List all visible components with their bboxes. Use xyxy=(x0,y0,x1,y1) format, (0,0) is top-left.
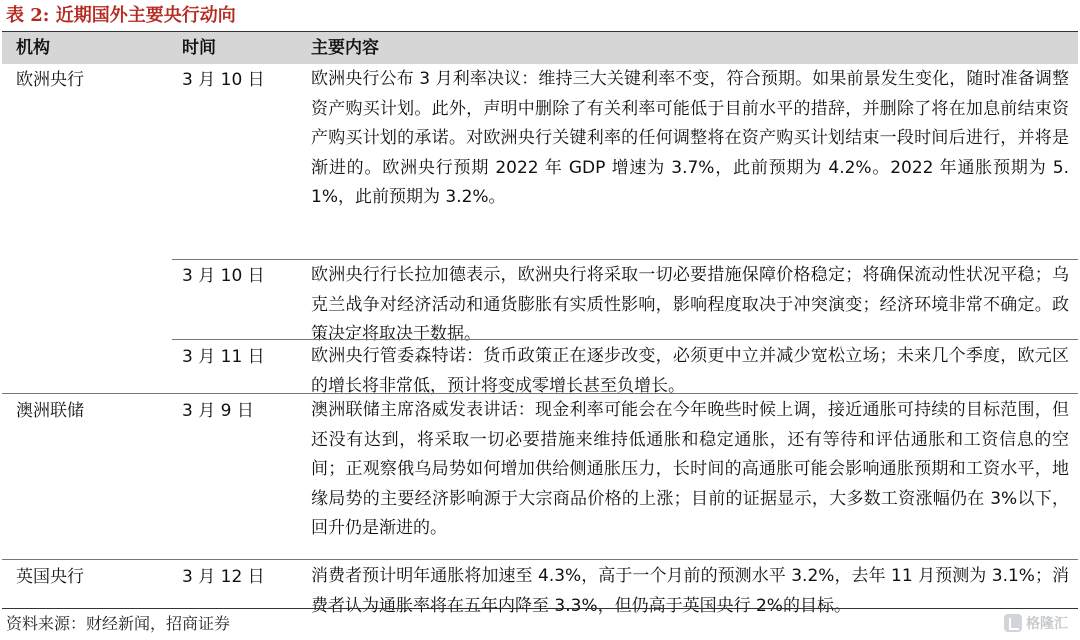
watermark xyxy=(1004,612,1068,634)
watermark-logo-icon xyxy=(1004,614,1022,632)
table-bottom-rule xyxy=(2,608,1078,609)
watermark-text: 格隆汇 xyxy=(1026,616,1068,632)
org-cell: 英国央行 xyxy=(16,567,84,587)
source-note: 资料来源：财经新闻，招商证券 xyxy=(6,614,231,633)
date-cell: 3 月 10 日 xyxy=(182,70,265,90)
date-cell: 3 月 9 日 xyxy=(182,401,254,421)
table-row xyxy=(2,396,1078,556)
row-divider xyxy=(2,393,1078,394)
content-cell: 消费者预计明年通胀将加速至 4.3%，高于一个月前的预测水平 3.2%，去年 11 月预测为 3.1%；消费者认为通胀率将在五年内降至 3.3%，但仍高于英国央行 2%的目标。 xyxy=(311,566,1069,616)
header-org: 机构 xyxy=(16,38,50,58)
table-row xyxy=(2,65,1078,257)
content-cell: 欧洲央行公布 3 月利率决议：维持三大关键利率不变，符合预期。如果前景发生变化，随时准备调整资产购买计划。此外，声明中删除了有关利率可能低于目前水平的措辞，并删除了将在加息前结束资产购买计划的承诺。对欧洲央行关键利率的任何调整将在资产购买计划结束一段时间后进行，并将是渐进的。欧洲央行预期 2022 年 GDP 增速为 3.7%，此前预期为 4.2%。2022 年通胀预期为 5.1%，此前预期为 3.2%。 xyxy=(311,69,1069,207)
header-date: 时间 xyxy=(182,38,216,58)
date-cell: 3 月 11 日 xyxy=(182,347,265,367)
content-cell: 欧洲央行管委森特诺：货币政策正在逐步改变，必须更中立并减少宽松立场；未来几个季度，欧元区的增长将非常低，预计将变成零增长甚至负增长。 xyxy=(311,346,1069,396)
org-cell: 欧洲央行 xyxy=(16,70,84,90)
row-divider xyxy=(172,259,1078,260)
content-cell: 澳洲联储主席洛威发表讲话：现金利率可能会在今年晚些时候上调，接近通胀可持续的目标范围，但还没有达到，将采取一切必要措施来维持低通胀和稳定通胀，还有等待和评估通胀和工资信息的空间；正观察俄乌局势如何增加供给侧通胀压力，长时间的高通胀可能会影响通胀预期和工资水平，地缘局势的主要经济影响源于大宗商品价格的上涨；目前的证据显示，大多数工资涨幅仍在 3%以下，回升仍是渐进的。 xyxy=(311,400,1069,538)
row-divider xyxy=(172,339,1078,340)
content-cell: 欧洲央行行长拉加德表示，欧洲央行将采取一切必要措施保障价格稳定；将确保流动性状况平稳；乌克兰战争对经济活动和通货膨胀有实质性影响，影响程度取决于冲突演变；经济环境非常不确定。政策决定将取决于数据。 xyxy=(311,265,1069,344)
table-row xyxy=(2,261,1078,344)
date-cell: 3 月 10 日 xyxy=(182,266,265,286)
table-row xyxy=(2,342,1078,396)
table-header xyxy=(2,31,1078,64)
row-divider xyxy=(2,559,1078,560)
table-title: 表 2: 近期国外主要央行动向 xyxy=(6,5,236,26)
org-cell: 澳洲联储 xyxy=(16,401,84,421)
header-content: 主要内容 xyxy=(311,38,379,58)
date-cell: 3 月 12 日 xyxy=(182,567,265,587)
